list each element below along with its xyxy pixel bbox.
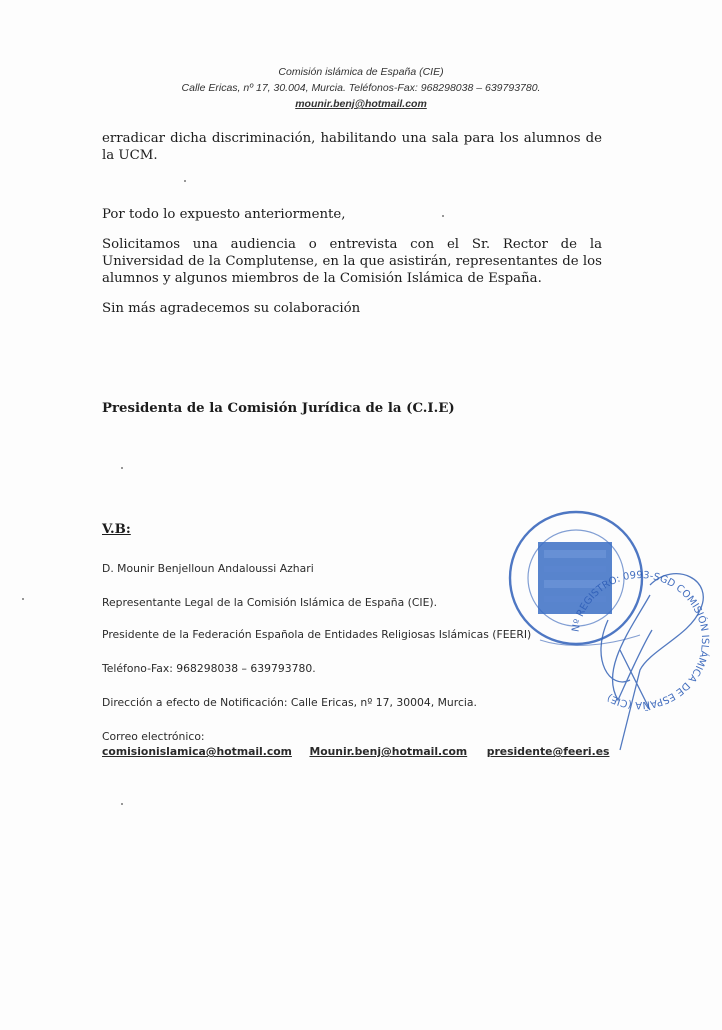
header-email[interactable]: mounir.benj@hotmail.com (295, 98, 427, 110)
paragraph-3: Solicitamos una audiencia o entrevista con el Sr. Rector de la Universidad de la Complutense, en la que asistirán, representantes de los alumnos y algunos miembros de la Comisión Islámica de España. (102, 237, 602, 286)
vb-email-label: Correo electrónico: (102, 730, 205, 743)
header-address: Calle Ericas, nº 17, 30.004, Murcia. Teléfonos-Fax: 968298038 – 639793780. (181, 82, 541, 94)
email-link-cie[interactable]: comisionislamica@hotmail.com (102, 745, 292, 758)
vb-role-2: Presidente de la Federación Española de Entidades Religiosas Islámicas (FEERI) (102, 628, 532, 641)
paragraph-2: Por todo lo expuesto anteriormente, (102, 207, 346, 222)
stamp-text: Nº REGISTRO: 0993-SGD COMISIÓN ISLÁMICA DE ESPAÑA (CIE) (570, 570, 711, 711)
vb-address: Dirección a efecto de Notificación: Calle Ericas, nº 17, 30004, Murcia. (102, 696, 477, 709)
scan-speck (121, 803, 123, 805)
vb-role-1: Representante Legal de la Comisión Islámica de España (CIE). (102, 596, 438, 609)
header-org: Comisión islámica de España (CIE) (278, 66, 444, 78)
scan-speck (442, 215, 444, 217)
vb-name: D. Mounir Benjelloun Andaloussi Azhari (102, 562, 314, 575)
email-link-mounir[interactable]: Mounir.benj@hotmail.com (309, 745, 468, 758)
paragraph-1: erradicar dicha discriminación, habilitando una sala para los alumnos de la UCM. (102, 131, 602, 163)
email-link-feeri[interactable]: presidente@feeri.es (486, 745, 610, 758)
scan-speck (121, 467, 123, 469)
scan-speck (22, 598, 24, 600)
official-stamp (500, 500, 720, 770)
paragraph-4: Sin más agradecemos su colaboración (102, 301, 361, 316)
vb-phone: Teléfono-Fax: 968298038 – 639793780. (102, 662, 316, 675)
scan-speck (184, 180, 186, 182)
signature-title: Presidenta de la Comisión Jurídica de la (C.I.E) (102, 401, 455, 416)
vb-label: V.B: (102, 522, 131, 537)
